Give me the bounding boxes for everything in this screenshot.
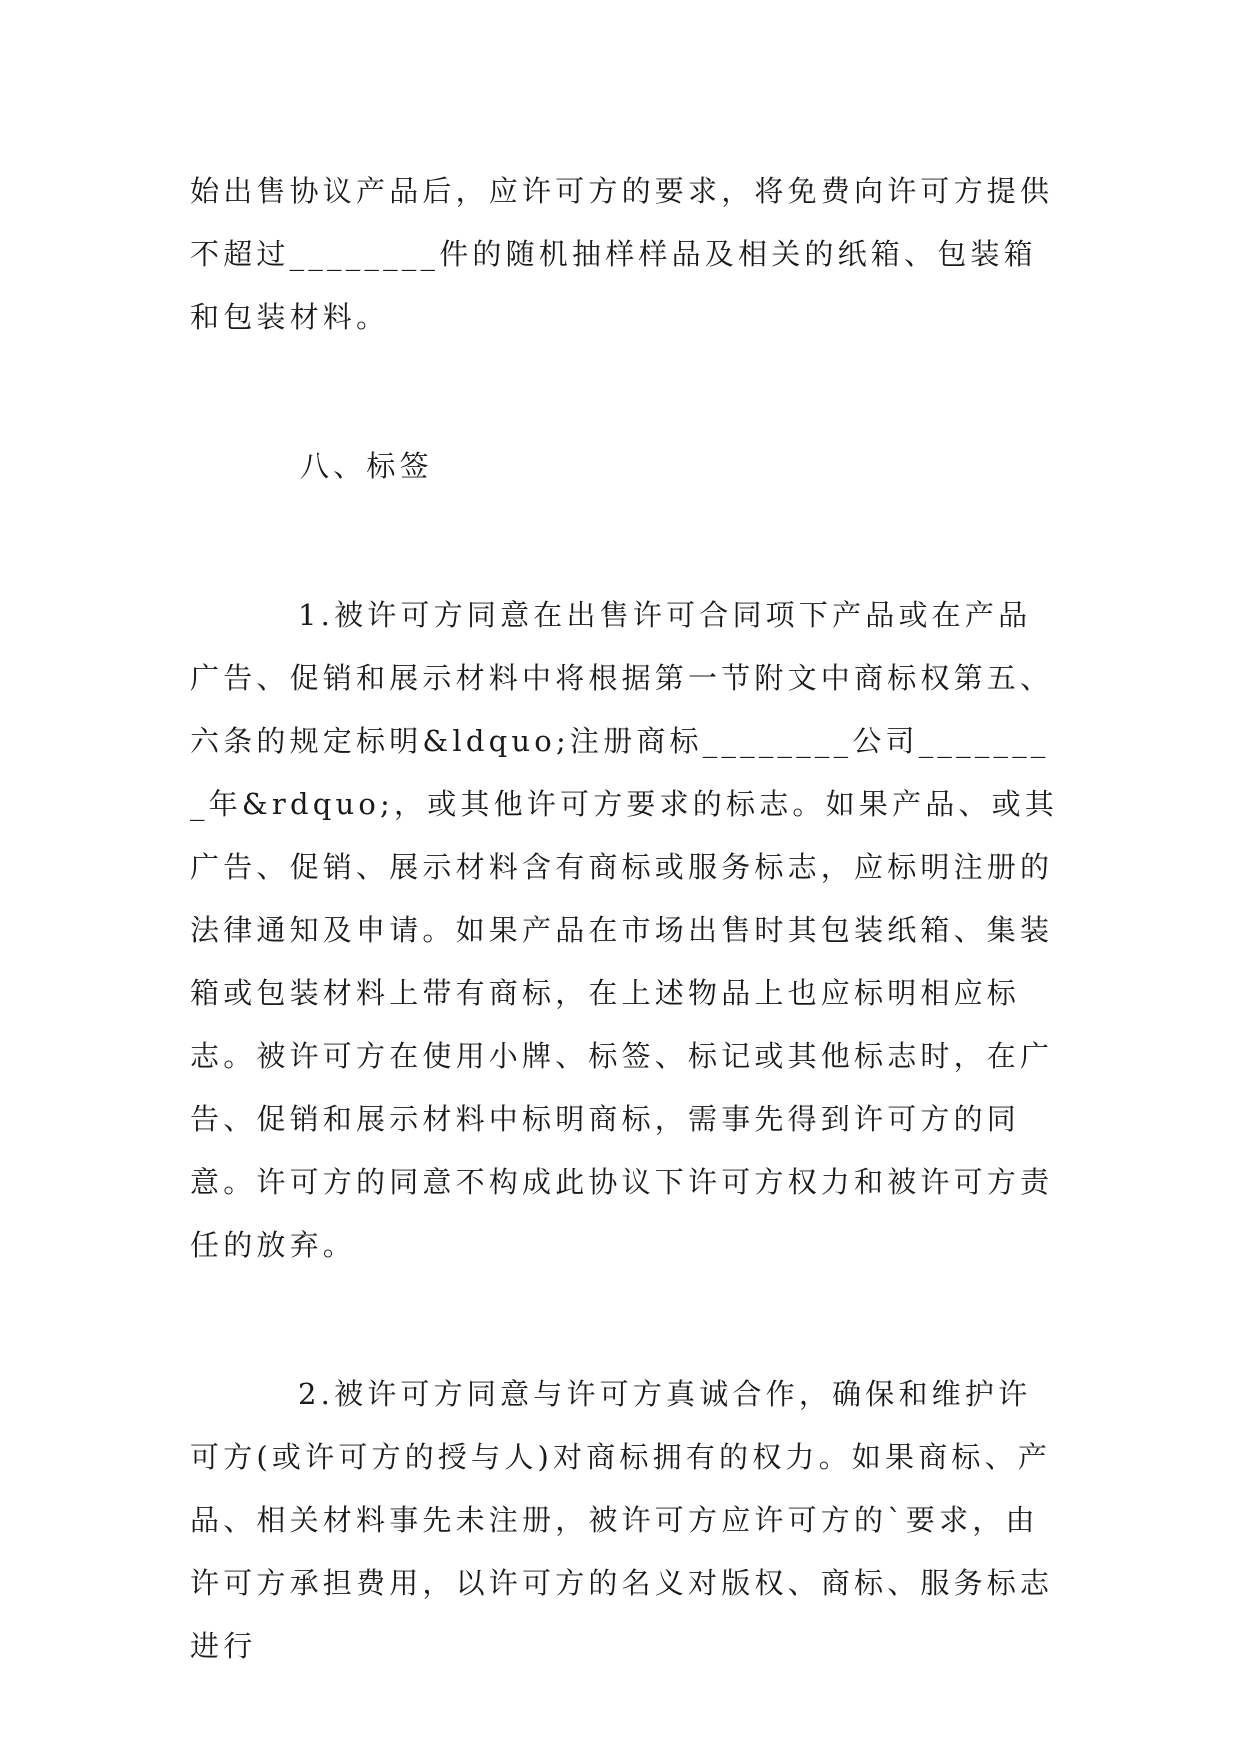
paragraph-clause-2: 2.被许可方同意与许可方真诚合作，确保和维护许可方(或许可方的授与人)对商标拥有的权力。如果商标、产品、相关材料事先未注册，被许可方应许可方的`要求，由许可方承担费用，以许可方的名义对版权、商标、服务标志进行 [190, 1377, 1054, 1663]
section-heading: 八、标签 [300, 449, 433, 483]
paragraph-clause-1: 1.被许可方同意在出售许可合同项下产品或在产品广告、促销和展示材料中将根据第一节附文中商标权第五、六条的规定标明&ldquo;注册商标________公司________年&rdquo;，或其他许可方要求的标志。如果产品、或其广告、促销、展示材料含有商标或服务标志，应标明注册的法律通知及申请。如果产品在市场出售时其包装纸箱、集装箱或包装材料上带有商标，在上述物品上也应标明相应标志。被许可方在使用小牌、标签、标记或其他标志时，在广告、促销和展示材料中标明商标，需事先得到许可方的同意。许可方的同意不构成此协议下许可方权力和被许可方责任的放弃。 [190, 598, 1059, 1262]
document-body [190, 160, 1060, 1678]
paragraph-continuation: 始出售协议产品后，应许可方的要求，将免费向许可方提供不超过________件的随机抽样样品及相关的纸箱、包装箱和包装材料。 [190, 174, 1054, 334]
